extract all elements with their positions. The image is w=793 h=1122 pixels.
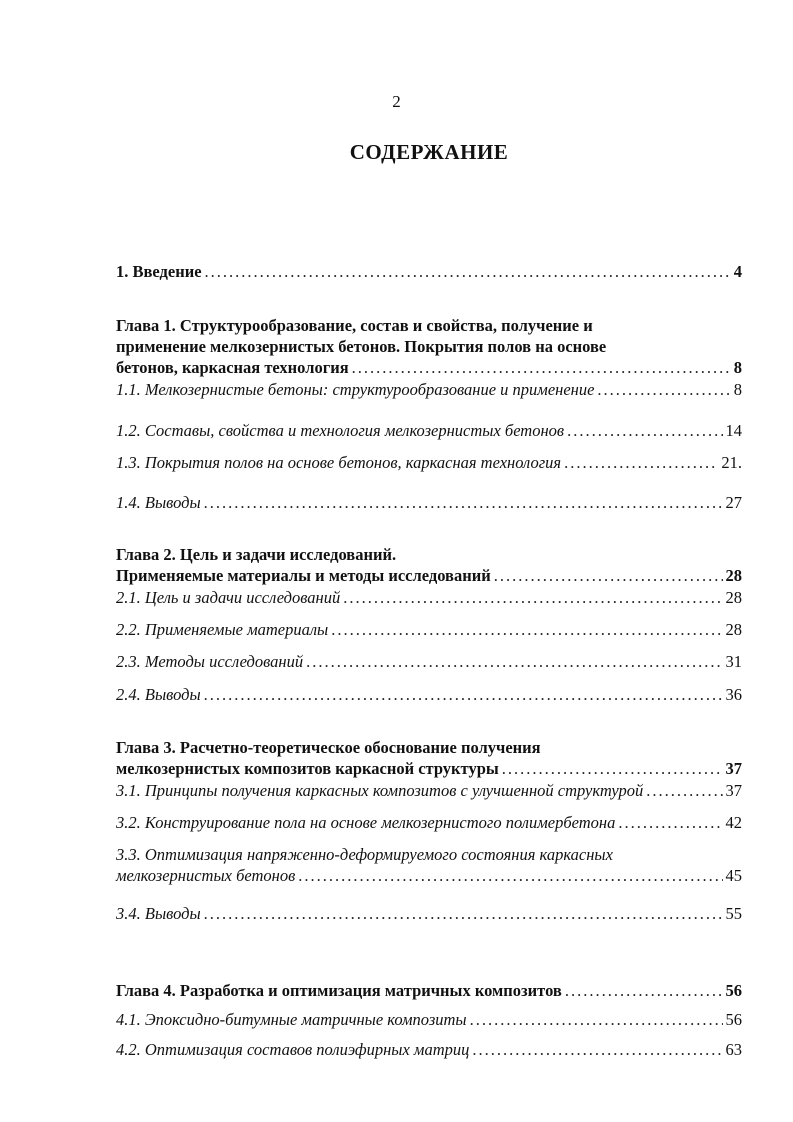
toc-entry-page: 4 (733, 262, 742, 281)
toc-entry-3-2[interactable] (116, 813, 742, 833)
toc-entry-text: 3.4. Выводы (116, 904, 201, 923)
dot-leader (298, 866, 722, 886)
toc-entry-page: 56 (725, 1010, 742, 1029)
toc-entry-4-1[interactable] (116, 1010, 742, 1030)
toc-entry-chapter-1[interactable] (116, 358, 742, 378)
toc-entry-2-3[interactable] (116, 652, 742, 672)
dot-leader (205, 262, 731, 282)
toc-entry-page: 8 (733, 380, 742, 399)
toc-entry-chapter-4[interactable] (116, 981, 742, 1001)
toc-entry-text: 1. Введение (116, 262, 202, 281)
toc-entry-1-4[interactable] (116, 493, 742, 513)
toc-entry-1-2[interactable] (116, 421, 742, 441)
toc-entry-1-3[interactable] (116, 453, 742, 473)
dot-leader (618, 813, 722, 833)
toc-entry-page: 27 (725, 493, 742, 512)
toc-entry-page: 8 (733, 358, 742, 377)
toc-entry-text: 2.3. Методы исследований (116, 652, 304, 671)
toc-entry-text: мелкозернистых композитов каркасной структуры (116, 759, 499, 778)
toc-entry-2-1[interactable] (116, 588, 742, 608)
toc-entry-text: 2.4. Выводы (116, 685, 201, 704)
chapter-1-heading-line-2[interactable]: применение мелкозернистых бетонов. Покрытия полов на основе (116, 337, 607, 356)
toc-entry-page: 37 (725, 759, 742, 778)
dot-leader (564, 453, 718, 473)
toc-entry-3-1[interactable] (116, 781, 742, 801)
dot-leader (204, 685, 723, 705)
toc-entry-page: 63 (725, 1040, 742, 1059)
toc-entry-text: 3.1. Принципы получения каркасных композитов с улучшенной структурой (116, 781, 644, 800)
toc-entry-text: 1.4. Выводы (116, 493, 201, 512)
toc-entry-3-3-line-1[interactable]: 3.3. Оптимизация напряженно-деформируемого состояния каркасных (116, 845, 613, 864)
toc-entry-text: 1.2. Составы, свойства и технология мелкозернистых бетонов (116, 421, 565, 440)
toc-entry-4-2[interactable] (116, 1040, 742, 1060)
toc-entry-page: 36 (725, 685, 742, 704)
dot-leader (204, 904, 723, 924)
toc-entry-page: 28 (725, 588, 742, 607)
toc-entry-chapter-3[interactable] (116, 759, 742, 779)
toc-entry-text: 3.2. Конструирование пола на основе мелкозернистого полимербетона (116, 813, 616, 832)
dot-leader (494, 566, 723, 586)
page-title: СОДЕРЖАНИЕ (349, 140, 509, 164)
toc-entry-text: 4.1. Эпоксидно-битумные матричные композиты (116, 1010, 467, 1029)
dot-leader (343, 588, 722, 608)
toc-entry-page: 28 (725, 566, 742, 585)
dot-leader (472, 1040, 722, 1060)
dot-leader (565, 981, 723, 1001)
dot-leader (352, 358, 731, 378)
chapter-1-heading-line-1[interactable]: Глава 1. Структурообразование, состав и свойства, получение и (116, 316, 593, 335)
toc-entry-text: бетонов, каркасная технология (116, 358, 349, 377)
toc-entry-text: 1.3. Покрытия полов на основе бетонов, каркасная технология (116, 453, 562, 472)
page-number: 2 (392, 92, 401, 111)
toc-entry-intro[interactable] (116, 262, 742, 282)
dot-leader (502, 759, 723, 779)
toc-entry-text: 1.1. Мелкозернистые бетоны: структурообразование и применение (116, 380, 595, 399)
toc-entry-text: Применяемые материалы и методы исследований (116, 566, 491, 585)
toc-entry-page: 55 (725, 904, 742, 923)
dot-leader (331, 620, 722, 640)
toc-entry-text: 2.1. Цель и задачи исследований (116, 588, 341, 607)
toc-entry-page: 14 (725, 421, 742, 440)
toc-entry-text: Глава 4. Разработка и оптимизация матричных композитов (116, 981, 562, 1000)
toc-entry-1-1[interactable] (116, 380, 742, 400)
toc-entry-3-4[interactable] (116, 904, 742, 924)
toc-entry-page: 28 (725, 620, 742, 639)
chapter-2-heading-line-1[interactable]: Глава 2. Цель и задачи исследований. (116, 545, 397, 564)
toc-entry-page: 42 (725, 813, 742, 832)
toc-entry-page: 21. (721, 453, 742, 472)
toc-entry-text: 4.2. Оптимизация составов полиэфирных матриц (116, 1040, 470, 1059)
toc-entry-text: 2.2. Применяемые материалы (116, 620, 329, 639)
dot-leader (567, 421, 722, 441)
toc-entry-page: 45 (725, 866, 742, 885)
dot-leader (646, 781, 722, 801)
toc-entry-2-2[interactable] (116, 620, 742, 640)
dot-leader (306, 652, 722, 672)
toc-entry-3-3[interactable] (116, 866, 742, 886)
toc-entry-page: 31 (725, 652, 742, 671)
toc-entry-text: мелкозернистых бетонов (116, 866, 296, 885)
toc-entry-page: 37 (725, 781, 742, 800)
dot-leader (204, 493, 723, 513)
dot-leader (597, 380, 730, 400)
toc-entry-chapter-2[interactable] (116, 566, 742, 586)
chapter-3-heading-line-1[interactable]: Глава 3. Расчетно-теоретическое обоснование получения (116, 738, 541, 757)
toc-entry-page: 56 (725, 981, 742, 1000)
toc-entry-2-4[interactable] (116, 685, 742, 705)
dot-leader (470, 1010, 723, 1030)
